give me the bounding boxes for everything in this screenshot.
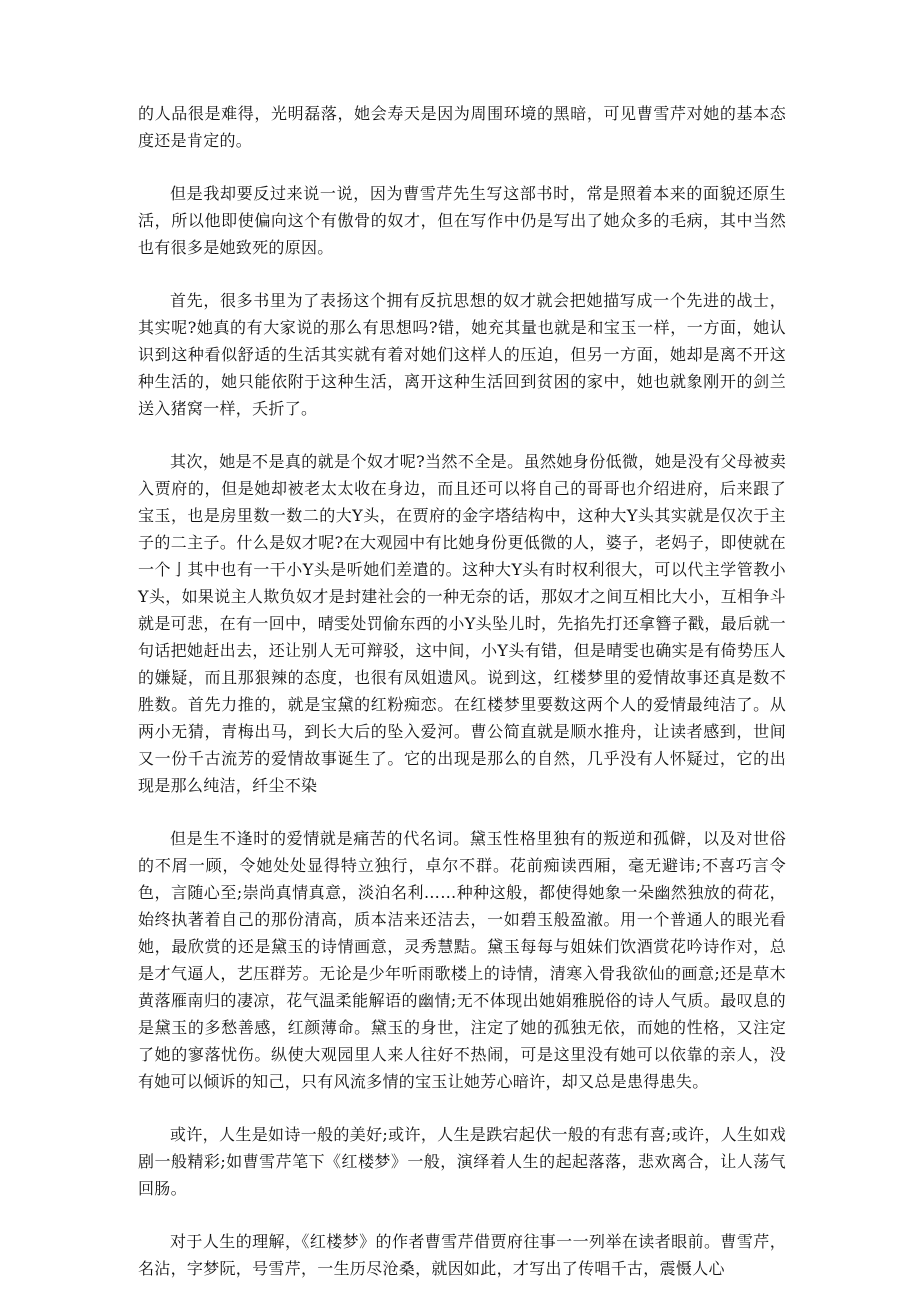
paragraph-6: 或许，人生是如诗一般的美好;或许，人生是跌宕起伏一般的有悲有喜;或许，人生如戏剧一般精彩;如曹雪芹笔下《红楼梦》一般，演绎着人生的起起落落，悲欢离合，让人荡气回肠。 — [138, 1125, 786, 1198]
paragraph-5: 但是生不逢时的爱情就是痛苦的代名词。黛玉性格里独有的叛逆和孤僻，以及对世俗的不屑一顾，令她处处显得特立独行，卓尔不群。花前痴读西厢，毫无避讳;不喜巧言令色，言随心至;崇尚真情真意，淡泊名利……种种这般，都使得她象一朵幽然独放的荷花，始终执著着自己的那份清高，质本洁来还洁去，一如碧玉般盈澈。用一个普通人的眼光看她，最欣赏的还是黛玉的诗情画意，灵秀慧黠。黛玉每每与姐妹们饮酒赏花吟诗作对，总是才气逼人，艺压群芳。无论是少年听雨歌楼上的诗情，清寒入骨我欲仙的画意;还是草木黄落雁南归的凄凉，花气温柔能解语的幽情;无不体现出她娟雅脱俗的诗人气质。最叹息的是黛玉的多愁善感，红颜薄命。黛玉的身世，注定了她的孤独无依，而她的性格，又注定了她的寥落忧伤。纵使大观园里人来人往好不热闹，可是这里没有她可以依靠的亲人，没有她可以倾诉的知己，只有风流多情的宝玉让她芳心暗许，却又总是患得患失。 — [138, 829, 786, 1091]
paragraph-2: 但是我却要反过来说一说，因为曹雪芹先生写这部书时，常是照着本来的面貌还原生活，所以他即使偏向这个有傲骨的奴才，但在写作中仍是写出了她众多的毛病，其中当然也有很多是她致死的原因。 — [138, 184, 786, 257]
paragraph-4: 其次，她是不是真的就是个奴才呢?当然不全是。虽然她身份低微，她是没有父母被卖入贾府的，但是她却被老太太收在身边，而且还可以将自己的哥哥也介绍进府，后来跟了宝玉，也是房里数一数二的大Y头，在贾府的金字塔结构中，这种大Y头其实就是仅次于主子的二主子。什么是奴才呢?在大观园中有比她身份更低微的人，婆子，老妈子，即使就在一个亅其中也有一干小Y头是听她们差遣的。这种大Y头有时权利很大，可以代主学管教小Y头，如果说主人欺负奴才是封建社会的一种无奈的话，那奴才之间互相比大小，互相争斗就是可悲，在有一回中，晴雯处罚偷东西的小Y头坠儿时，先掐先打还拿簪子戳，最后就一句话把她赶出去，还让别人无可辩驳，这中间，小Y头有错，但是晴雯也确实是有倚势压人的嫌疑，而且那狠辣的态度，也很有凤姐遗风。说到这，红楼梦里的爱情故事还真是数不胜数。首先力推的，就是宝黛的红粉痴恋。在红楼梦里要数这两个人的爱情最纯洁了。从两小无猜，青梅出马，到长大后的坠入爱河。曹公简直就是顺水推舟，让读者感到，世间又一份千古流芳的爱情故事诞生了。它的出现是那么的自然，几乎没有人怀疑过，它的出现是那么纯洁，纤尘不染 — [138, 452, 786, 795]
document-page — [138, 100, 786, 1282]
paragraph-7: 对于人生的理解，《红楼梦》的作者曹雪芹借贾府往事一一列举在读者眼前。曹雪芹，名沾，字梦阮，号雪芹，一生历尽沧桑，就因如此，才写出了传唱千古，震慑人心 — [138, 1232, 786, 1278]
paragraph-3: 首先，很多书里为了表扬这个拥有反抗思想的奴才就会把她描写成一个先进的战士，其实呢?她真的有大家说的那么有思想吗?错，她充其量也就是和宝玉一样，一方面，她认识到这种看似舒适的生活其实就有着对她们这样人的压迫，但另一方面，她却是离不开这种生活的，她只能依附于这种生活，离开这种生活回到贫困的家中，她也就象刚开的剑兰送入猪窝一样，夭折了。 — [138, 291, 786, 418]
paragraph-1: 的人品很是难得，光明磊落，她会寿天是因为周围环境的黑暗，可见曹雪芹对她的基本态度还是肯定的。 — [138, 104, 786, 150]
